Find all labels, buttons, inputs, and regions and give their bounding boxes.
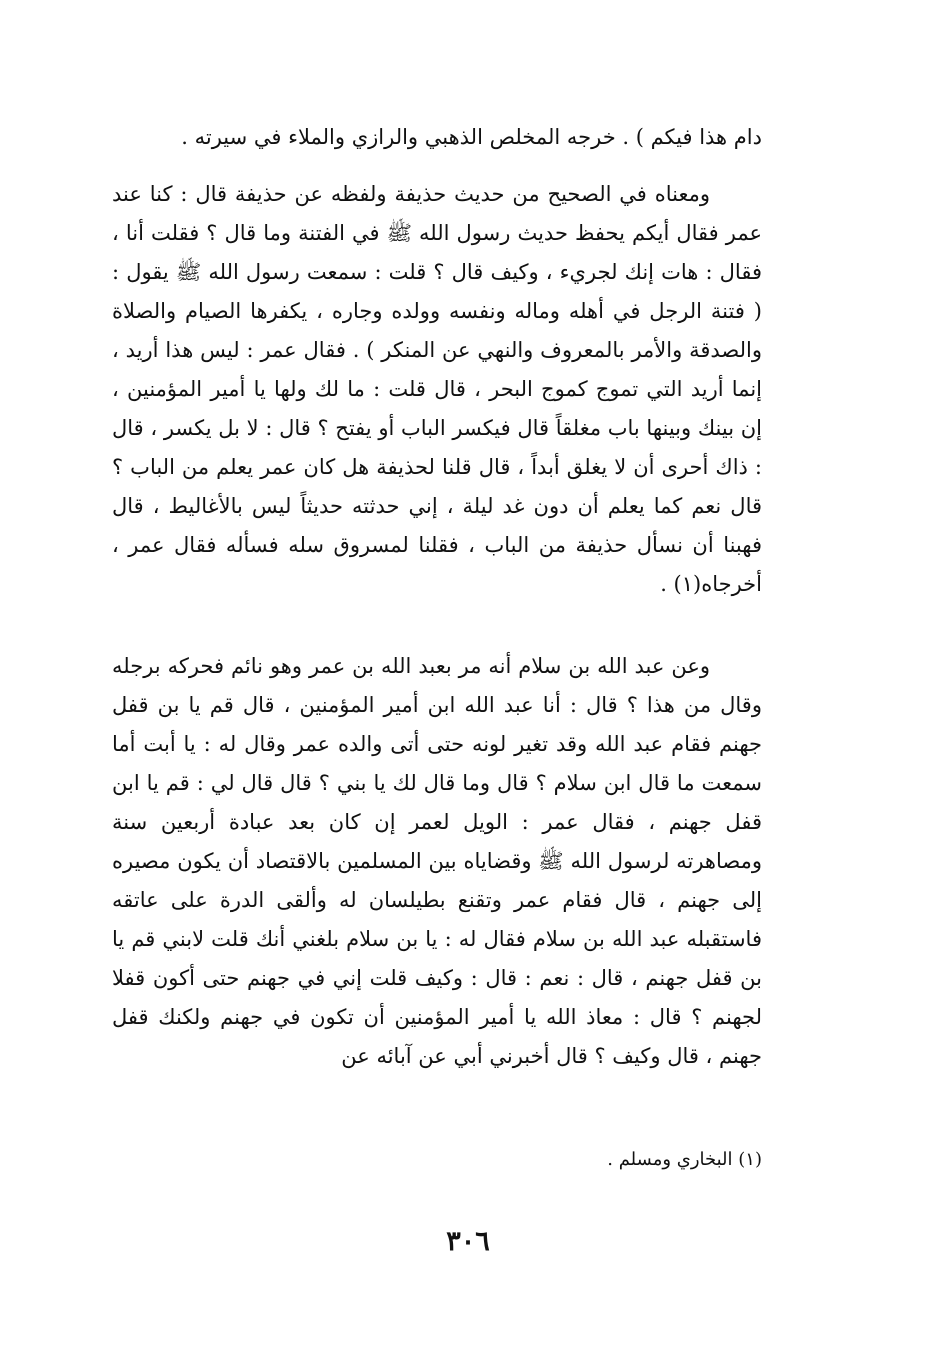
footnote: (١) البخاري ومسلم . — [607, 1149, 762, 1170]
paragraph-2: ومعناه في الصحيح من حديث حذيفة ولفظه عن حذيفة قال : كنا عند عمر فقال أيكم يحفظ حديث رسول الله ﷺ في الفتنة وما قال ؟ فقلت أنا ، فقال : هات إنك لجريء ، وكيف قال ؟ قلت : سمعت رسول الله ﷺ يقول : ( فتنة الرجل في أهله وماله ونفسه وولده وجاره ، يكفرها الصيام والصلاة والصدقة والأمر بالمعروف والنهي عن المنكر ) . فقال عمر : ليس هذا أريد ، إنما أريد التي تموج كموج البحر ، قال قلت : ما لك ولها يا أمير المؤمنين ، إن بينك وبينها باب مغلقاً قال فيكسر الباب أو يفتح ؟ قال : لا بل يكسر ، قال : ذاك أحرى أن لا يغلق أبداً ، قال قلنا لحذيفة هل كان عمر يعلم من الباب ؟ قال نعم كما يعلم أن دون غد ليلة ، إني حدثته حديثاً ليس بالأغاليط ، قال فهبنا أن نسأل حذيفة من الباب ، فقلنا لمسروق سله فسأله فقال عمر ، أخرجاه(١) . — [112, 182, 762, 596]
paragraph-3: وعن عبد الله بن سلام أنه مر بعبد الله بن عمر وهو نائم فحركه برجله وقال من هذا ؟ قال : أنا عبد الله ابن أمير المؤمنين ، قال قم يا بن قفل جهنم فقام عبد الله وقد تغير لونه حتى أتى والده عمر وقال له : يا أبت أما سمعت ما قال ابن سلام ؟ قال وما قال لك يا بني ؟ قال قال لي : قم يا ابن قفل جهنم ، فقال عمر : الويل لعمر إن كان بعد عبادة أربعين سنة ومصاهرته لرسول الله ﷺ وقضاياه بين المسلمين بالاقتصاد أن يكون مصيره إلى جهنم ، قال فقام عمر وتقنع بطيلسان له وألقى الدرة على عاتقه فاستقبله عبد الله بن سلام فقال له : يا بن سلام بلغني أنك قلت لابني قم يا بن قفل جهنم ، قال : نعم : قال : وكيف قلت إني في جهنم حتى أكون قفلا لجهنم ؟ قال : معاذ الله يا أمير المؤمنين أن تكون في جهنم ولكنك قفل جهنم ، قال وكيف ؟ قال أخبرني أبي عن آبائه عن — [112, 654, 762, 1068]
paragraph-1: دام هذا فيكم ) . خرجه المخلص الذهبي والرازي والملاء في سيرته . — [181, 125, 762, 149]
page-number: ٣٠٦ — [446, 1226, 490, 1257]
